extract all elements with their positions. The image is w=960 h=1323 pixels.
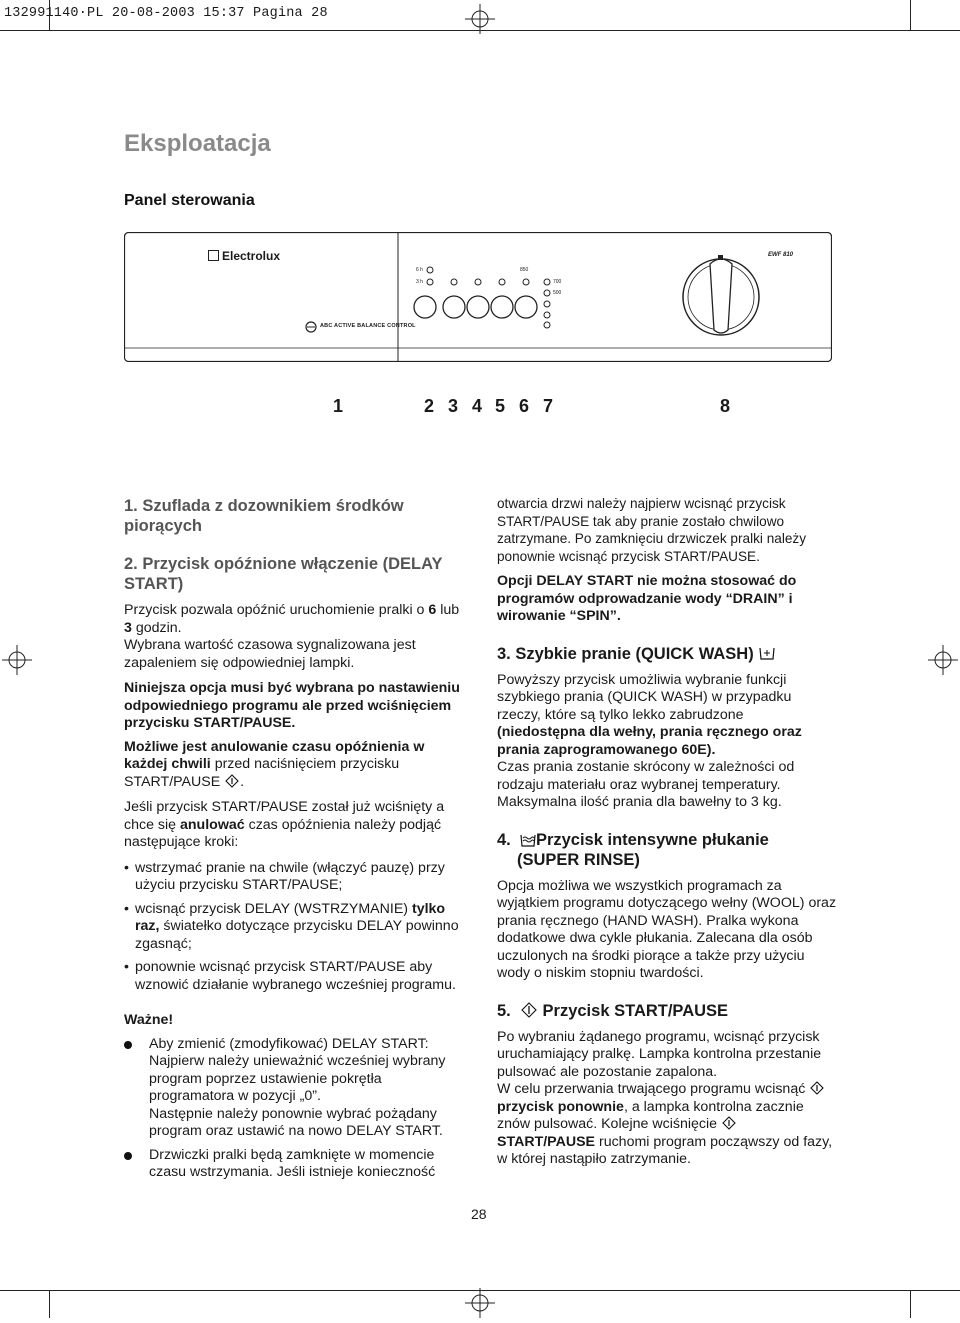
start-pause-text-1: Po wybraniu żądanego programu, wcisnąć przycisk uruchamiający pralkę. Lampka kontrolna przestanie pulsować ale pozostanie zapalona. xyxy=(497,1028,822,1080)
start-pause-heading-icon xyxy=(520,1002,538,1018)
important-item-2: Drzwiczki pralki będą zamknięte w momencie czasu wstrzymania. Jeśli istnieje konieczność xyxy=(124,1147,464,1182)
crop-mark-left xyxy=(49,0,50,30)
crop-mark-left-bottom xyxy=(49,1290,50,1318)
panel-number-4: 4 xyxy=(472,396,483,416)
heading-3: 3. Szybkie pranie (QUICK WASH) xyxy=(497,644,837,664)
left-column xyxy=(124,496,464,1182)
registration-mark-right xyxy=(928,645,958,675)
panel-number-6: 6 xyxy=(519,396,530,416)
step-2: • wcisnąć przycisk DELAY (WSTRZYMANIE) tylko raz, światełko dotyczące przycisku DELAY powinno zgasnąć; xyxy=(124,901,464,954)
step-1: • wstrzymać pranie na chwile (włączyć pauzę) przy użyciu przycisku START/PAUSE; xyxy=(124,860,464,895)
delay-cancel-text: Możliwe jest anulowanie czasu opóźnienia w każdej chwili przed naciśnięciem przycisku START/PAUSE . xyxy=(124,738,425,790)
panel-number-7: 7 xyxy=(543,396,554,416)
quick-wash-icon xyxy=(758,645,776,661)
panel-number-1: 1 xyxy=(333,396,344,416)
panel-number-3: 3 xyxy=(448,396,459,416)
quick-wash-text: Powyższy przycisk umożliwia wybranie funkcji szybkiego prania (QUICK WASH) w przypadku rzeczy, które są tylko lekko zabrudzone xyxy=(497,671,792,723)
start-pause-inline-icon xyxy=(809,1081,825,1095)
brand-logo xyxy=(208,249,280,263)
delay-restriction: Opcji DELAY START nie można stosować do programów odprowadzanie wody “DRAIN” i wirowanie “SPIN”. xyxy=(497,573,797,624)
start-pause-text-2: W celu przerwania trwającego programu wcisnąć przycisk ponownie, a lampka kontrolna zacznie znów pulsować. Kolejne wciśnięcie START/PAUSE ruchomi program począwszy od fazy, w której nastąpiło zatrzymanie. xyxy=(497,1081,833,1167)
panel-number-2: 2 xyxy=(424,396,435,416)
model-label: EWF 810 xyxy=(768,252,794,258)
heading-4: 4. Przycisk intensywne płukanie (SUPER RINSE) xyxy=(497,830,769,869)
heading-1: 1. Szuflada z dozownikiem środków piorących xyxy=(124,497,404,535)
page-title: Eksploatacja xyxy=(124,130,271,157)
print-header: 132991140·PL 20-08-2003 15:37 Pagina 28 xyxy=(4,6,328,21)
abc-label: ABC ACTIVE BALANCE CONTROL xyxy=(320,323,416,329)
registration-mark-top xyxy=(465,4,495,34)
quick-wash-time: Czas prania zostanie skrócony w zależności od rodzaju materiału oraz wybranej temperatury. Maksymalna ilość prania dla bawełny to 3 kg. xyxy=(497,759,795,810)
delay-description: Przycisk pozwala opóźnić uruchomienie pralki o 6 lub 3 godzin. xyxy=(124,602,460,636)
right-column xyxy=(497,495,837,1169)
section-title: Panel sterowania xyxy=(124,192,255,209)
page-number: 28 xyxy=(471,1206,487,1222)
start-pause-inline-icon-2 xyxy=(721,1116,737,1130)
step-3: • ponownie wcisnąć przycisk START/PAUSE aby wznowić działanie wybranego wcześniej programu. xyxy=(124,959,464,994)
super-rinse-icon xyxy=(520,833,536,847)
delay-note-bold: Niniejsza opcja musi być wybrana po nastawieniu odpowiedniego programu ale przed wciśnięciem przycisku START/PAUSE. xyxy=(124,680,460,731)
delay-3h-label: 3 h xyxy=(416,279,423,285)
registration-mark-left xyxy=(2,645,32,675)
important-item-1: Aby zmienić (zmodyfikować) DELAY START: Najpierw należy unieważnić wcześniej wybrany program poprzez ustawienie pokrętła programatora w pozycji „0”. Następnie należy ponownie wybrać pożądany program oraz ustawić na nowo DELAY START. xyxy=(124,1036,464,1141)
control-panel-illustration xyxy=(124,232,832,362)
quick-wash-restriction: (niedostępna dla wełny, prania ręcznego oraz prania zaprogramowanego 60E). xyxy=(497,724,802,758)
super-rinse-text: Opcja możliwa we wszystkich programach za wyjątkiem programu dotyczącego wełny (WOOL) oraz prania ręcznego (HAND WASH). Pralka wykona dodatkowe dwa cykle płukania. Zalecana dla osób uczulonych na środki piorące a także przy użyciu wody o niskim stopniu twardości. xyxy=(497,877,837,981)
brand-text: Electrolux xyxy=(222,249,281,263)
delay-cancel-steps-intro: Jeśli przycisk START/PAUSE został już wciśnięty a chce się anulować czas opóźnienia należy podjąć następujące kroki: xyxy=(124,799,445,850)
panel-number-8: 8 xyxy=(720,396,731,416)
spin-700-label: 700 xyxy=(553,279,562,285)
registration-mark-bottom xyxy=(465,1288,495,1318)
crop-mark-right-bottom xyxy=(910,1290,911,1318)
heading-2: 2. Przycisk opóźnione włączenie (DELAY START) xyxy=(124,555,443,593)
heading-5: 5. Przycisk START/PAUSE xyxy=(497,1001,729,1020)
panel-number-5: 5 xyxy=(495,396,506,416)
door-note: otwarcia drzwi należy najpierw wcisnąć przycisk START/PAUSE tak aby pranie zostało chwilowo zatrzymane. Po zamknięciu drzwiczek pralki należy ponownie wcisnąć przycisk START/PAUSE. xyxy=(497,496,806,564)
crop-mark-right xyxy=(910,0,911,30)
spin-500-label: 500 xyxy=(553,290,562,296)
delay-lamp-text: Wybrana wartość czasowa sygnalizowana jest zapaleniem się odpowiedniej lampki. xyxy=(124,637,416,671)
spin-850-label: 850 xyxy=(520,267,529,273)
important-label: Ważne! xyxy=(124,1012,174,1028)
delay-6h-label: 6 h xyxy=(416,267,423,273)
start-pause-icon xyxy=(224,774,240,788)
